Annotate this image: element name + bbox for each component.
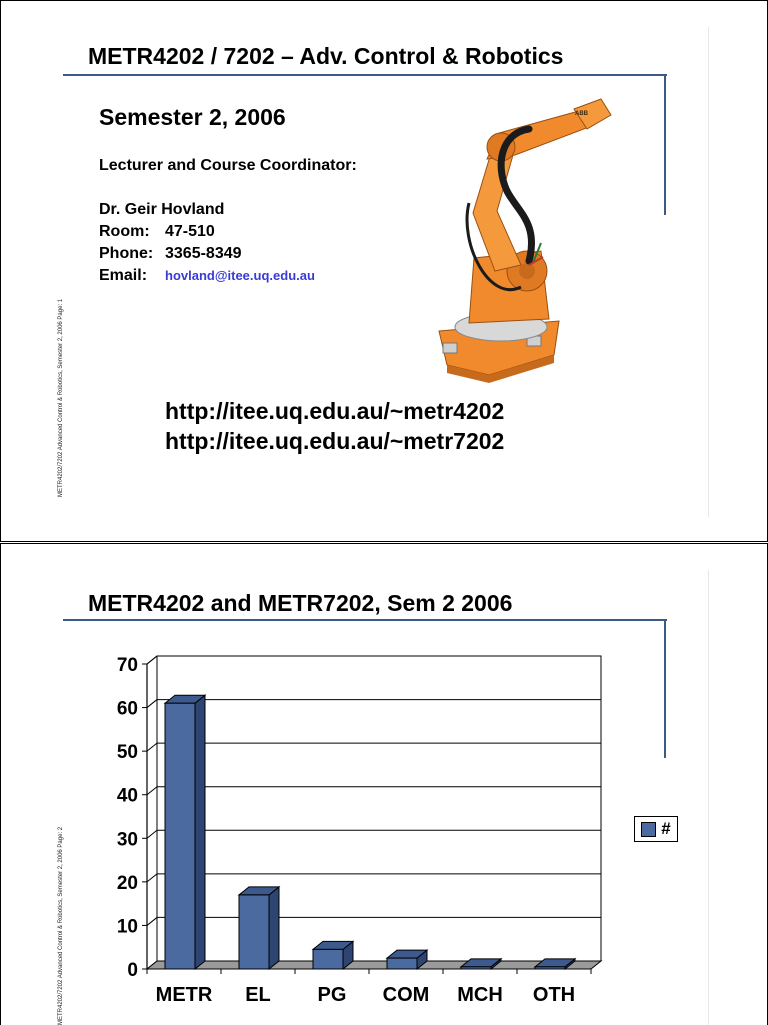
y-tick-label: 10	[116, 916, 138, 938]
bar-oth	[535, 967, 565, 969]
legend-swatch	[641, 822, 656, 837]
x-tick-label: COM	[382, 984, 430, 1006]
y-tick-label: 50	[116, 742, 138, 764]
gridline-diagonal	[147, 830, 157, 838]
bar-pg	[313, 949, 343, 969]
bar-metr	[165, 703, 195, 969]
industrial-robot-image	[429, 93, 629, 383]
title-rule	[63, 74, 667, 76]
bar-com	[387, 958, 417, 969]
y-tick-label: 30	[116, 829, 138, 851]
bar-side	[195, 695, 205, 969]
room-label: Room:	[99, 223, 150, 240]
phone-line	[99, 245, 242, 263]
x-tick-label: PG	[317, 984, 347, 1006]
email-line	[99, 267, 315, 285]
x-tick-label: METR	[155, 984, 213, 1006]
slide-2-side-note: METR4202/7202 Advanced Control & Robotics, Semester 2, 2006 Page: 2	[58, 826, 64, 1025]
gridline-diagonal	[147, 743, 157, 751]
chart-plot-area	[157, 656, 601, 961]
y-axis-top-edge	[147, 656, 157, 664]
email-label: Email:	[99, 267, 148, 284]
slide-1-title: METR4202 / 7202 – Adv. Control & Robotics	[88, 43, 564, 69]
gridline-diagonal	[147, 787, 157, 795]
gridline-diagonal	[147, 917, 157, 925]
y-tick-label: 60	[116, 698, 138, 720]
slide-2-title: METR4202 and METR7202, Sem 2 2006	[88, 590, 513, 616]
slide-1-side-note: METR4202/7202 Advanced Control & Robotics, Semester 2, 2006 Page: 1	[58, 298, 64, 497]
right-rule	[664, 75, 666, 215]
bar-el	[239, 895, 269, 969]
y-tick-label: 20	[116, 872, 138, 894]
course-url-4202[interactable]: http://itee.uq.edu.au/~metr4202	[165, 398, 505, 424]
course-url-7202[interactable]: http://itee.uq.edu.au/~metr7202	[165, 428, 505, 454]
bar-side	[269, 887, 279, 969]
phone-label: Phone:	[99, 245, 154, 262]
x-tick-label: EL	[245, 984, 271, 1006]
room-line	[99, 223, 215, 241]
semester-heading: Semester 2, 2006	[99, 104, 286, 130]
slide-2	[0, 543, 768, 1025]
bar-mch	[461, 967, 491, 969]
student-count-bar-chart	[1, 544, 767, 1025]
y-tick-label: 0	[127, 960, 138, 981]
legend-label: #	[661, 819, 671, 838]
gridline-diagonal	[147, 700, 157, 708]
lecturer-name: Dr. Geir Hovland	[99, 201, 225, 218]
x-tick-label: MCH	[457, 984, 503, 1006]
x-tick-label: OTH	[532, 984, 576, 1006]
robot-logo-text: ABB	[575, 111, 588, 117]
y-tick-label: 70	[116, 655, 138, 676]
email-link[interactable]: hovland@itee.uq.edu.au	[165, 268, 315, 283]
page-edge-line	[708, 27, 709, 517]
lecturer-label: Lecturer and Course Coordinator:	[99, 157, 357, 174]
phone-value: 3365-8349	[165, 245, 242, 262]
room-value: 47-510	[165, 223, 215, 240]
gridline-diagonal	[147, 874, 157, 882]
y-tick-label: 40	[116, 785, 138, 807]
chart-legend	[634, 816, 678, 842]
chart-floor	[147, 961, 601, 969]
